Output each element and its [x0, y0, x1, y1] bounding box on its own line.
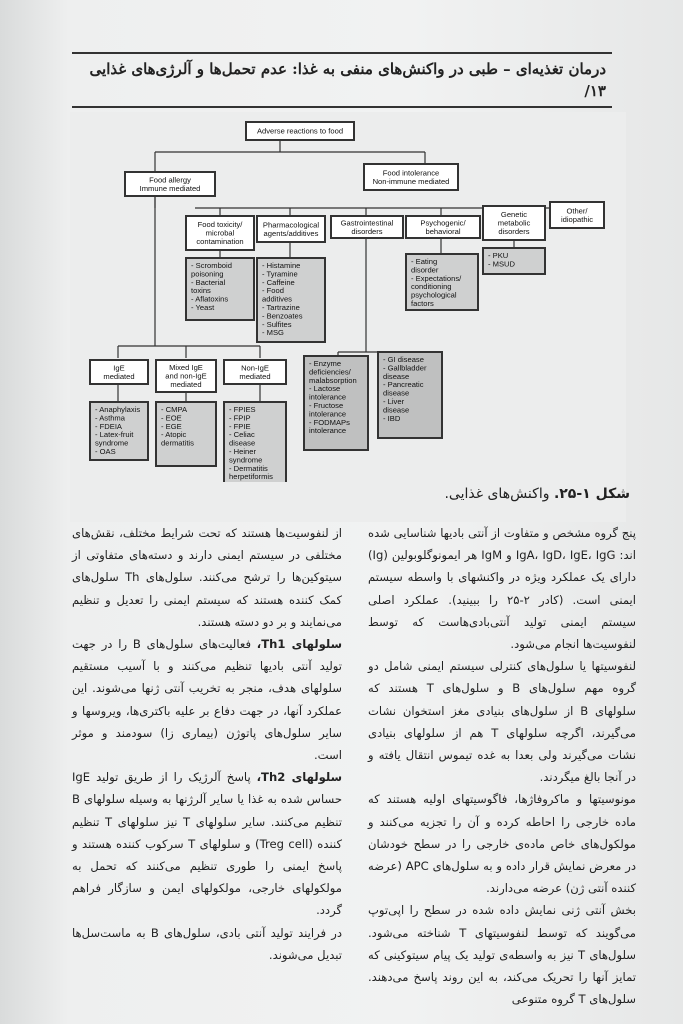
diagram-text: - Yeast [191, 303, 215, 312]
header-title: درمان تغذیه‌ای – طبی در واکنش‌های منفی به غذا: عدم تحمل‌ها و آلرژی‌های غذایی [89, 60, 606, 78]
diagram-text: Non-immune mediated [372, 176, 450, 186]
diagram-text: Gastrointestinal [340, 218, 394, 228]
diagram-text: - Asthma [95, 413, 125, 423]
diagram-text: - FDEIA [95, 421, 123, 431]
diagram-text: - FPIE [229, 421, 251, 431]
diagram-text: - Aflatoxins [191, 294, 229, 304]
diagram-text: disease [383, 405, 410, 415]
th1-text: فعالیت‌های سلول‌های B را در جهت تولید آنتی بادیها تنظیم می‌کنند و با آسیب مستقیم سلولهای هدف، منجر به تخریب آنتی ژنها می‌شوند. این عملکرد آنها، در جهت دفاع بر علیه باکتری‌ها، ویروسها و سایر سلول‌های پاتوژن (بیماری زا) سودمند و موثر است. [72, 637, 342, 763]
diagram-text: malabsorption [309, 375, 357, 385]
th1-label: سلولهای Th1، [256, 637, 342, 652]
diagram-text: - Latex-fruit [95, 430, 134, 440]
left-text-column [72, 522, 342, 966]
diagram-text: dermatitis [161, 438, 194, 448]
category-box [550, 202, 604, 228]
diagram-text: - EOE [161, 413, 182, 423]
pharma-list-box [257, 258, 325, 342]
diagram-text: - Caffeine [262, 277, 295, 287]
diagram-text: - FPIES [229, 405, 256, 414]
diagram-text: psychological [411, 290, 457, 300]
page-number: ۱۳/ [584, 82, 606, 100]
th2-text: پاسخ آلرژیک را از طریق تولید IgE حساس شده به غذا یا سایر آلرژنها به وسیله سلولهای B تنظیم می‌کنند. سایر سلولهای T نیز سلولهای T تنظیم کننده (Treg cell) و سلولهای T سرکوب کننده هستند و پاسخ ایمنی را طوری تنظیم می‌کنند که تحمل به مولکولهای خارجی، مولکولهای ایمن و سازگار فراهم گردد. [72, 770, 342, 918]
diagram-text: - FPIP [229, 413, 251, 423]
diagram-text: - OAS [95, 447, 116, 456]
diagram-text: - Lactose [309, 384, 341, 394]
diagram-text: - MSG [262, 328, 284, 338]
category-box [331, 216, 403, 238]
allergy-type-box [90, 360, 148, 384]
diagram-text: Food allergy [149, 175, 191, 185]
diagram-text: Psychogenic/ [420, 218, 466, 228]
diagram-text: Pharmacological [262, 220, 320, 230]
running-header [72, 52, 612, 108]
gi-enzyme-list-box [304, 356, 368, 450]
diagram-text: - MSUD [488, 259, 515, 269]
diagram-text: intolerance [309, 409, 347, 419]
toxicity-list-box [186, 258, 254, 320]
diagram-text: Immune mediated [139, 183, 201, 193]
diagram-text: microbal [205, 228, 235, 238]
diagram-text: - Celiac [229, 430, 255, 440]
nonige-list-box [224, 402, 286, 482]
diagram-text: - Tyramine [262, 269, 298, 279]
allergy-type-box [156, 360, 216, 392]
diagram-text: behavioral [425, 226, 461, 236]
diagram-text: - IBD [383, 413, 401, 423]
paragraph: در فرایند تولید آنتی بادی، سلول‌های B به ماست‌سل‌ها تبدیل می‌شوند. [72, 925, 343, 962]
diagram-text: syndrome [229, 455, 263, 465]
food-allergy-box [125, 172, 215, 196]
diagram-text: - CMPA [161, 405, 188, 414]
gi-disease-list-box [378, 352, 442, 438]
diagram-text: - Enzyme [309, 359, 342, 368]
diagram-text: mediated [239, 371, 271, 381]
diagram-text: - Histamine [262, 261, 301, 270]
diagram-text: Genetic [500, 210, 528, 220]
diagram-text: - Bacterial [191, 277, 226, 287]
allergy-type-box [224, 360, 286, 384]
category-box [186, 216, 254, 250]
diagram-text: factors [411, 299, 434, 308]
paragraph: از لنفوسیت‌ها هستند که تحت شرایط مختلف، نقش‌های مختلفی در سیستم ایمنی دارند و دسته‌های متفاوتی از سیتوکین‌ها را ترشح می‌کنند. سلول‌های Th سلول‌های کمک کننده هستند که سیستم ایمنی را تعدیل و تنظیم می‌نمایند و بر دو دسته هستند. [72, 526, 343, 629]
diagram-text: - Anaphylaxis [95, 405, 141, 414]
diagram-text: - EGE [161, 421, 182, 431]
category-box [257, 216, 325, 242]
paragraph [72, 766, 342, 921]
diagram-text: - Heiner [229, 447, 257, 456]
diagram-text: toxins [191, 286, 211, 296]
diagram-text: Non-IgE [241, 363, 269, 373]
diagram-text: - Food [262, 286, 284, 296]
diagram-text: deficiencies/ [309, 367, 351, 377]
diagram-text: disease [229, 438, 256, 448]
paragraph: پنج گروه مشخص و متفاوت از آنتی بادیها شناسایی شده اند: IgA، IgD، IgE، IgG و IgM هر ایمونوگلوبولین (Ig) دارای یک عملکرد ویژه در واکنشهای با واسطه سیستم ایمنی است. (کادر ۲-۲۵ را ببینید). عملکرد اصلی سیستم ایمنی تولید آنتی‌بادی‌هاست که توسط لنفوسیت‌ها انجام می‌شود. [368, 526, 636, 652]
diagram-text: IgE [113, 363, 125, 373]
diagram-text: - Tartrazine [262, 303, 300, 312]
diagram-text: contamination [196, 237, 244, 246]
caption-text: واکنش‌های غذایی. [444, 486, 550, 502]
diagram-text: - Liver [383, 397, 405, 406]
caption-number: شکل ۱-۲۵. [553, 486, 630, 502]
paragraph: لنفوسیتها یا سلول‌های کنترلی سیستم ایمنی شامل دو گروه مهم سلول‌های B و سلول‌های T هستند که سلولهای B از سلول‌های بنیادی مغز استخوان نشات می‌گیرند، اگرچه سلولهای T هم از سلولهای بنیادی نشات می‌گیرند ولی بعدا به غده تیموس انتقال یافته و در آنجا بالغ میگردند. [368, 659, 636, 785]
adverse-reactions-diagram [70, 112, 626, 482]
diagram-text: Mixed IgE [169, 363, 203, 373]
diagram-text: - Expectations/ [411, 273, 462, 283]
diagram-text: - Dermatitis [229, 463, 268, 473]
diagram-text: syndrome [95, 438, 129, 448]
diagram-text: poisoning [191, 269, 224, 279]
diagram-text: agents/additives [263, 228, 319, 238]
paragraph: مونوسیتها و ماکروفاژها، فاگوسیتهای اولیه هستند که ماده خارجی را احاطه کرده و آن را تجزیه می‌کنند و مولکول‌های خاص ماده‌ی خارجی را در سطح خودشان در معرض نمایش قرار داده و به سلول‌های APC (عرضه کننده آنتی ژن) عرضه می‌دارند. [368, 792, 636, 896]
mixed-list-box [156, 402, 216, 466]
diagram-text: disease [383, 371, 410, 381]
diagram-text: disorders [498, 227, 530, 236]
diagram-text: and non-IgE [165, 371, 207, 381]
psych-list-box [406, 254, 478, 310]
diagram-text: conditioning [411, 282, 452, 292]
right-text-column [368, 522, 636, 1010]
root-box [246, 122, 354, 140]
diagram-text: - Gallbladder [383, 363, 427, 373]
paragraph: بخش آنتی ژنی نمایش داده شده در سطح را اپی‌توپ می‌گویند که توسط لنفوسیتهای T شناخته می‌شود. سلول‌های T نیز به واسطه‌ی تولید یک پیام سیتوکینی که تمایز آنها را تحریک می‌کند، به این روند پاسخ می‌دهند. سلول‌های T گروه متنوعی [368, 903, 637, 1007]
diagram-text: herpetiformis [229, 472, 273, 482]
diagram-text: - Fructose [309, 401, 344, 410]
diagram-text: disorders [351, 226, 383, 236]
diagram-text: - PKU [488, 251, 509, 260]
diagram-text: mediated [170, 380, 202, 389]
figure-caption [420, 486, 630, 502]
diagram-text: Food intolerance [382, 168, 440, 178]
diagram-text: - Benzoates [262, 311, 303, 321]
diagram-text: Food toxicity/ [197, 220, 243, 230]
diagram-text: idiopathic [560, 214, 594, 224]
diagram-text: disease [383, 388, 410, 398]
diagram-text: intolerance [309, 426, 347, 436]
diagram-text: - Scromboid [191, 261, 232, 270]
category-box [483, 206, 545, 240]
diagram-text: - Atopic [161, 430, 187, 440]
diagram-text: - Eating [411, 257, 438, 266]
diagram-text: metabolic [497, 218, 531, 228]
diagram-text: disorder [411, 265, 439, 275]
ige-list-box [90, 402, 148, 460]
food-intolerance-box [364, 164, 458, 190]
th2-label: سلولهای Th2، [256, 770, 342, 785]
diagram-text: - FODMAPs [309, 417, 350, 427]
paragraph [72, 633, 342, 766]
diagram-text: - GI disease [383, 355, 424, 364]
diagram-text: mediated [103, 371, 135, 381]
diagram-text: intolerance [309, 392, 347, 402]
diagram-text: - Sulfites [262, 319, 292, 329]
diagram-text: additives [262, 294, 292, 304]
diagram-text: Adverse reactions to food [256, 126, 344, 136]
category-box [406, 216, 480, 238]
genetic-list-box [483, 248, 545, 274]
diagram-text: Other/ [566, 206, 588, 216]
diagram-text: - Pancreatic [383, 380, 424, 390]
